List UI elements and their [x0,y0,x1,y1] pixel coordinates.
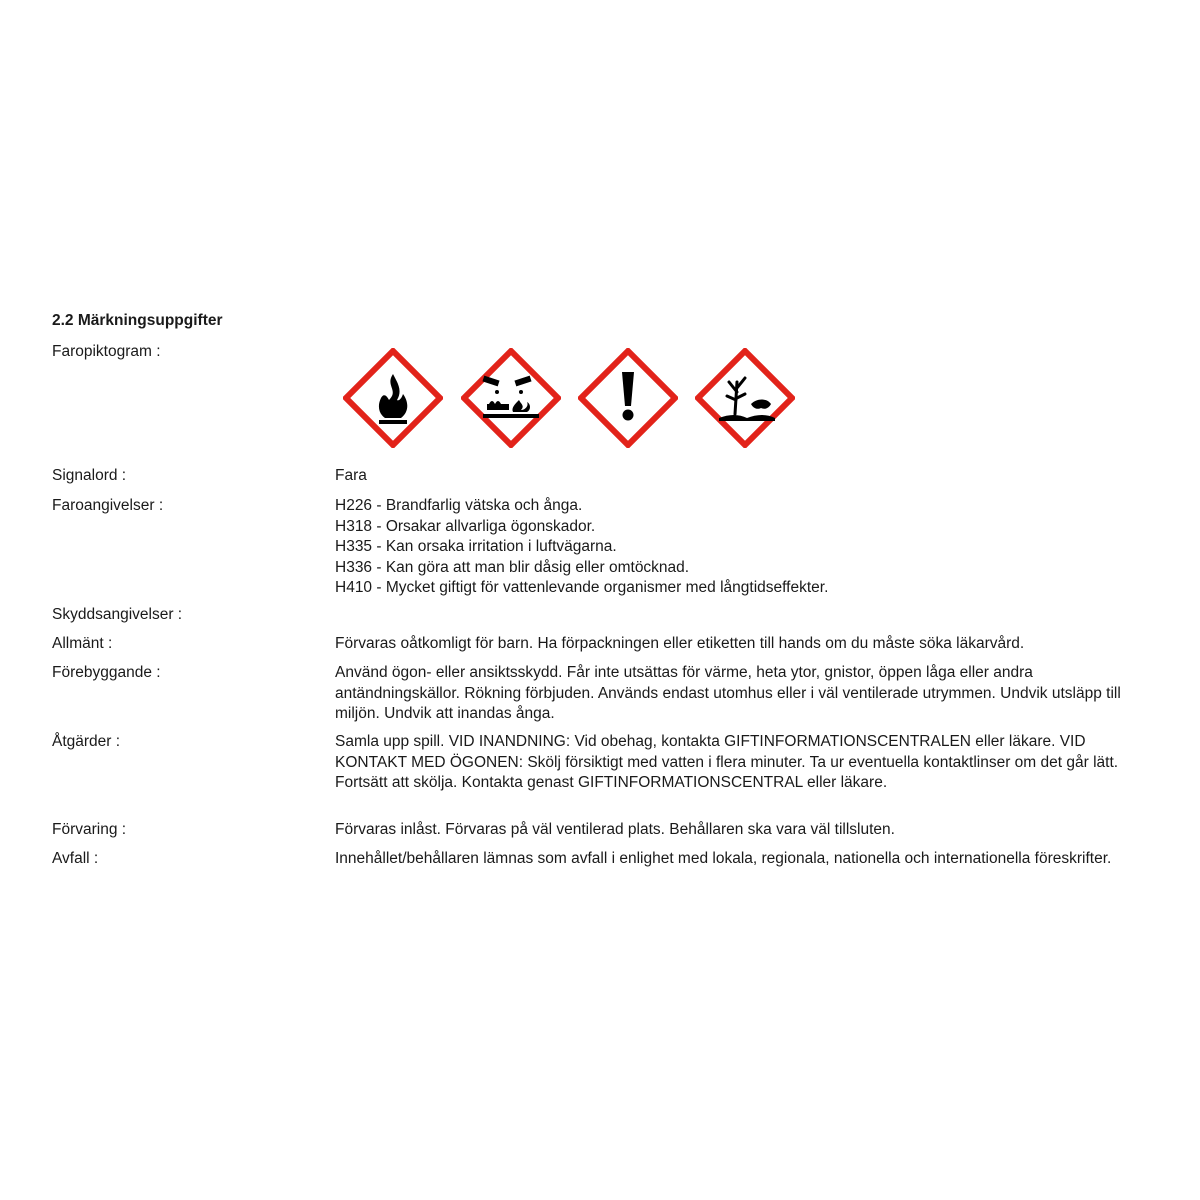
exclamation-mark-icon [578,348,678,448]
disposal-label: Avfall : [52,850,99,867]
environment-hazard-icon [695,348,795,448]
section-heading: 2.2 Märkningsuppgifter [52,312,223,329]
response-label: Åtgärder : [52,733,121,750]
general-text: Förvaras oåtkomligt för barn. Ha förpackningen eller etiketten till hands om du måste söka läkarvård. [335,635,1025,652]
hazard-statement: H410 - Mycket giftigt för vattenlevande organismer med långtidseffekter. [335,579,829,596]
hazard-statements-label: Faroangivelser : [52,497,164,514]
hazard-statement: H335 - Kan orsaka irritation i luftvägarna. [335,538,617,555]
pictogram-label: Faropiktogram : [52,343,161,360]
signal-word-value: Fara [335,467,367,484]
hazard-statement: H336 - Kan göra att man blir dåsig eller omtöcknad. [335,558,690,576]
prevention-text: Använd ögon- eller ansiktsskydd. Får inte utsättas för värme, heta ytor, gnistor, öppen låga eller andra antändningskällor. Rökning förbjuden. Används endast utomhus eller i väl ventilerade utrymmen. Undvik utsläpp till miljön. Undvik att inandas ånga. [335,664,1121,722]
storage-text: Förvaras inlåst. Förvaras på väl ventilerad plats. Behållaren ska vara väl tillsluten. [335,821,895,838]
signal-word-label: Signalord : [52,467,127,484]
storage-label: Förvaring : [52,821,127,838]
general-label: Allmänt : [52,635,113,652]
corrosion-icon [461,348,561,448]
hazard-statement: H226 - Brandfarlig vätska och ånga. [335,497,583,514]
hazard-statement: H318 - Orsakar allvarliga ögonskador. [335,517,596,535]
disposal-text: Innehållet/behållaren lämnas som avfall i enlighet med lokala, regionala, nationella och internationella föreskrifter. [335,850,1112,867]
prevention-label: Förebyggande : [52,664,161,681]
response-text: Samla upp spill. VID INANDNING: Vid obehag, kontakta GIFTINFORMATIONSCENTRALEN eller läkare. VID KONTAKT MED ÖGONEN: Skölj försiktigt med vatten i flera minuter. Ta ur eventuella kontaktlinser om det går lätt. Fortsätt att skölja. Kontakta genast GIFTINFORMATIONSCENTRAL eller läkare. [335,733,1119,791]
hazard-statements-list [335,496,1155,599]
precautionary-statements-label: Skyddsangivelser : [52,606,183,623]
flame-icon [343,348,443,448]
